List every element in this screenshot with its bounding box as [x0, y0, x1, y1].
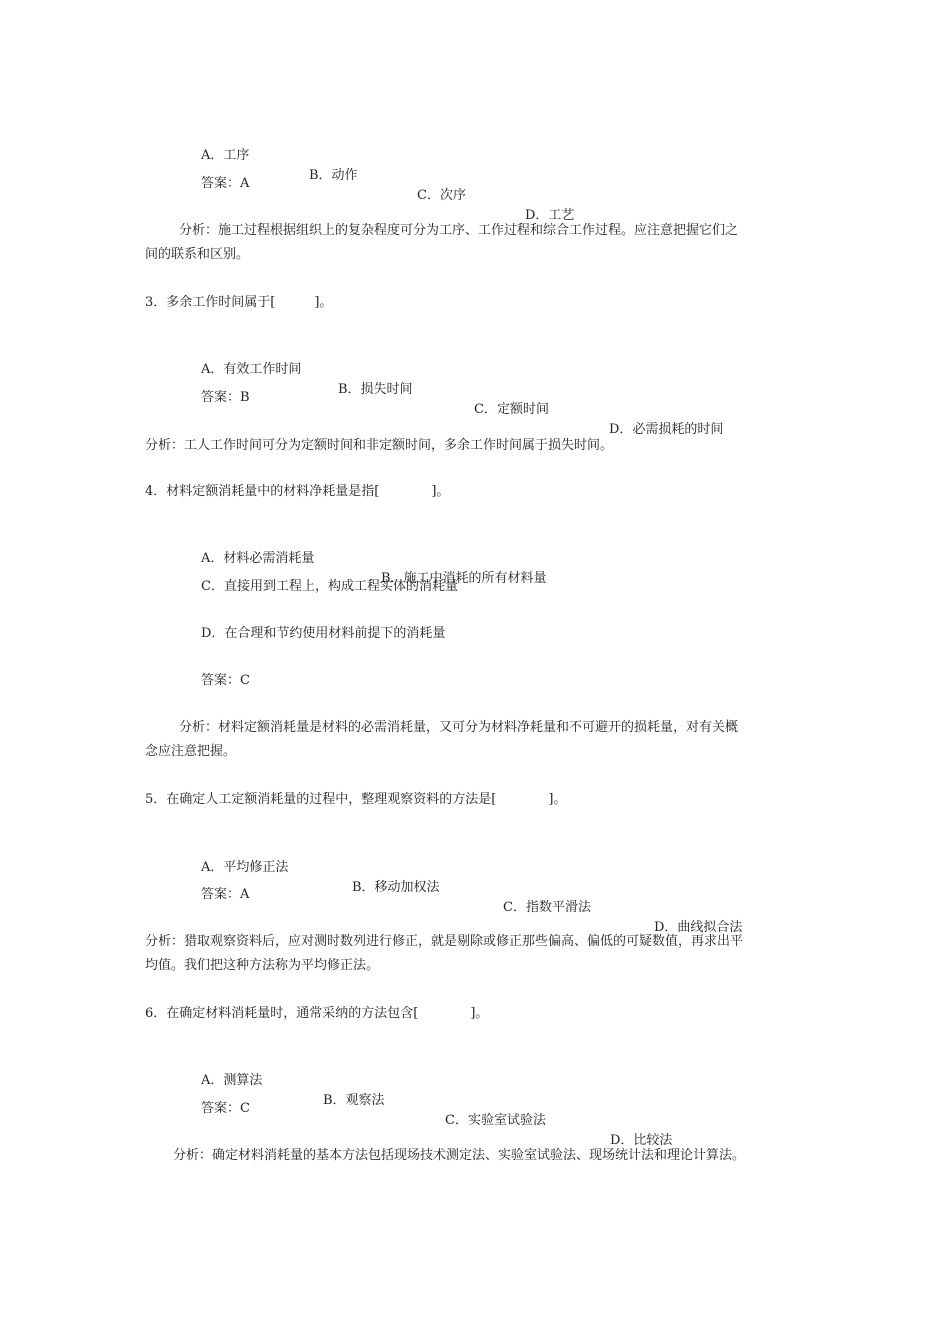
- q4-question: 4．材料定额消耗量中的材料净耗量是指[ ]。: [145, 484, 450, 499]
- q4-option-d: D．在合理和节约使用材料前提下的消耗量: [201, 626, 446, 641]
- q6-option-d: D．比较法: [610, 1133, 673, 1148]
- q5-option-a: A．平均修正法: [201, 860, 289, 875]
- q5-analysis-line1: 分析：猎取观察资料后，应对测时数列进行修正，就是剔除或修正那些偏高、偏低的可疑数值，再求出平: [145, 934, 744, 949]
- q4-answer: 答案：C: [201, 673, 250, 688]
- q4-analysis-line1: 分析：材料定额消耗量是材料的必需消耗量，又可分为材料净耗量和不可避开的损耗量，对有关概: [179, 720, 739, 735]
- q6-option-a: A．测算法: [201, 1073, 263, 1088]
- q2-option-c: C．次序: [417, 188, 466, 203]
- q4-options-row1: [0, 529, 547, 586]
- q6-answer: 答案：C: [201, 1101, 250, 1116]
- q5-question: 5．在确定人工定额消耗量的过程中，整理观察资料的方法是[ ]。: [145, 792, 567, 807]
- q4-option-a: A．材料必需消耗量: [201, 551, 315, 566]
- q5-option-c: C．指数平滑法: [503, 900, 591, 915]
- q5-option-d: D．曲线拟合法: [654, 920, 743, 935]
- q6-option-b: B．观察法: [323, 1093, 385, 1108]
- q3-option-b: B．损失时间: [338, 382, 413, 397]
- q2-option-a: A．工序: [201, 148, 250, 163]
- q5-option-b: B．移动加权法: [352, 880, 440, 895]
- q2-answer: 答案：A: [201, 176, 250, 191]
- q3-analysis: 分析：工人工作时间可分为定额时间和非定额时间，多余工作时间属于损失时间。: [145, 438, 614, 453]
- q6-question: 6．在确定材料消耗量时，通常采纳的方法包含[ ]。: [145, 1006, 489, 1021]
- q2-analysis-line1: 分析：施工过程根据组织上的复杂程度可分为工序、工作过程和综合工作过程。应注意把握它们之: [179, 223, 739, 238]
- q3-option-a: A．有效工作时间: [201, 362, 302, 377]
- q5-answer: 答案：A: [201, 887, 250, 902]
- q6-analysis: 分析：确定材料消耗量的基本方法包括现场技术测定法、实验室试验法、现场统计法和理论计算法。: [173, 1148, 746, 1163]
- q5-analysis-line2: 均值。我们把这种方法称为平均修正法。: [145, 958, 380, 973]
- q2-option-b: B．动作: [309, 168, 358, 183]
- q2-analysis-line2: 间的联系和区别。: [145, 247, 250, 262]
- q3-answer: 答案：B: [201, 390, 250, 405]
- q3-question: 3．多余工作时间属于[ ]。: [145, 295, 333, 310]
- q6-option-c: C．实验室试验法: [445, 1113, 546, 1128]
- q4-option-c: C．直接用到工程上，构成工程实体的消耗量: [201, 579, 458, 594]
- q3-option-d: D．必需损耗的时间: [609, 422, 724, 437]
- q4-option-b: B．施工中消耗的所有材料量: [381, 571, 547, 586]
- q4-analysis-line2: 念应注意把握。: [145, 744, 237, 759]
- q3-option-c: C．定额时间: [474, 402, 549, 417]
- q2-option-d: D．工艺: [525, 208, 575, 223]
